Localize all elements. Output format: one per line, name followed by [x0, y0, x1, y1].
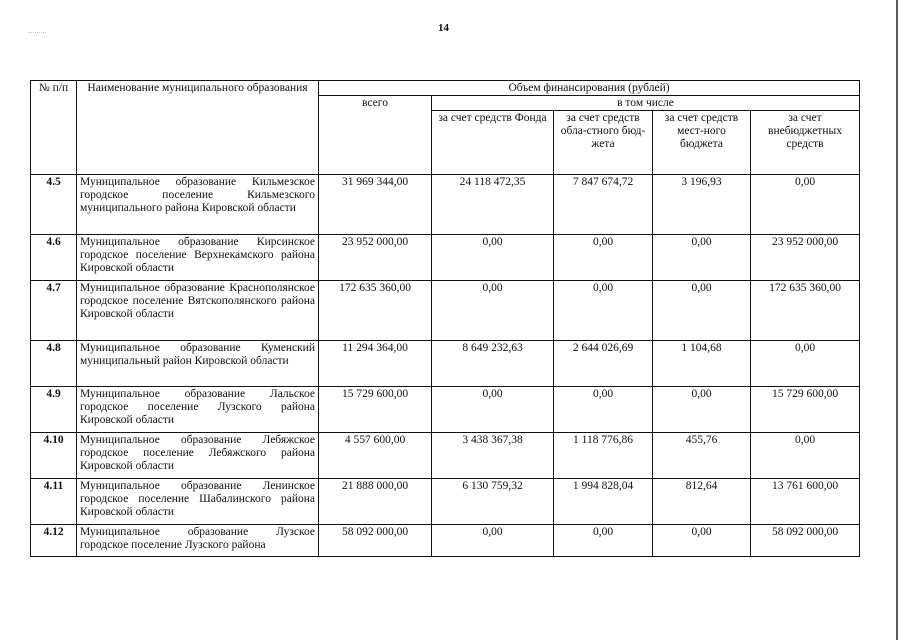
- row-num: 4.5: [31, 175, 77, 235]
- row-fund: 0,00: [432, 525, 554, 557]
- table-row: [31, 387, 860, 433]
- row-local: 455,76: [653, 433, 751, 479]
- header-num: № п/п: [31, 81, 77, 175]
- table-row: [31, 433, 860, 479]
- row-local: 1 104,68: [653, 341, 751, 387]
- row-regional: 0,00: [554, 525, 653, 557]
- row-regional: 1 994 828,04: [554, 479, 653, 525]
- row-fund: 6 130 759,32: [432, 479, 554, 525]
- row-num: 4.7: [31, 281, 77, 341]
- row-regional: 7 847 674,72: [554, 175, 653, 235]
- row-name: Муниципальное образование Лальское городское поселение Лузского района Кировской области: [77, 387, 319, 433]
- row-extra: 15 729 600,00: [751, 387, 860, 433]
- row-num: 4.11: [31, 479, 77, 525]
- row-name: Муниципальное образование Кильмезское городское поселение Кильмезского муниципального района Кировской области: [77, 175, 319, 235]
- row-fund: 0,00: [432, 387, 554, 433]
- row-num: 4.12: [31, 525, 77, 557]
- row-regional: 0,00: [554, 281, 653, 341]
- row-num: 4.6: [31, 235, 77, 281]
- row-extra: 13 761 600,00: [751, 479, 860, 525]
- header-name: Наименование муниципального образования: [77, 81, 319, 175]
- row-regional: 0,00: [554, 387, 653, 433]
- row-fund: 3 438 367,38: [432, 433, 554, 479]
- row-total: 172 635 360,00: [319, 281, 432, 341]
- row-total: 21 888 000,00: [319, 479, 432, 525]
- row-local: 3 196,93: [653, 175, 751, 235]
- scan-artifact: [28, 32, 46, 39]
- row-total: 11 294 364,00: [319, 341, 432, 387]
- row-extra: 0,00: [751, 341, 860, 387]
- row-local: 0,00: [653, 387, 751, 433]
- header-total: всего: [319, 96, 432, 175]
- table-row: [31, 175, 860, 235]
- row-extra: 172 635 360,00: [751, 281, 860, 341]
- row-total: 15 729 600,00: [319, 387, 432, 433]
- row-total: 58 092 000,00: [319, 525, 432, 557]
- row-total: 4 557 600,00: [319, 433, 432, 479]
- row-local: 0,00: [653, 281, 751, 341]
- header-fund: за счет средств Фонда: [432, 111, 554, 175]
- row-fund: 0,00: [432, 281, 554, 341]
- header-financing: Объем финансирования (рублей): [319, 81, 860, 96]
- header-including: в том числе: [432, 96, 860, 111]
- row-fund: 0,00: [432, 235, 554, 281]
- page-edge: [896, 0, 898, 640]
- table-row: [31, 525, 860, 557]
- row-extra: 0,00: [751, 175, 860, 235]
- header-regional: за счет средств обла-стного бюд-жета: [554, 111, 653, 175]
- row-total: 23 952 000,00: [319, 235, 432, 281]
- table-row: [31, 341, 860, 387]
- header-local: за счет средств мест-ного бюджета: [653, 111, 751, 175]
- row-local: 812,64: [653, 479, 751, 525]
- row-name: Муниципальное образование Кирсинское городское поселение Верхнекамского района Кировской области: [77, 235, 319, 281]
- row-num: 4.8: [31, 341, 77, 387]
- row-num: 4.10: [31, 433, 77, 479]
- row-regional: 0,00: [554, 235, 653, 281]
- financing-table: [30, 80, 860, 557]
- row-total: 31 969 344,00: [319, 175, 432, 235]
- row-num: 4.9: [31, 387, 77, 433]
- page-number: 14: [438, 22, 449, 34]
- row-name: Муниципальное образование Краснополянское городское поселение Вятскополянского района Кировской области: [77, 281, 319, 341]
- table-row: [31, 235, 860, 281]
- row-fund: 24 118 472,35: [432, 175, 554, 235]
- row-extra: 0,00: [751, 433, 860, 479]
- row-regional: 1 118 776,86: [554, 433, 653, 479]
- row-name: Муниципальное образование Ленинское городское поселение Шабалинского района Кировской области: [77, 479, 319, 525]
- row-local: 0,00: [653, 525, 751, 557]
- row-name: Муниципальное образование Куменский муниципальный район Кировской области: [77, 341, 319, 387]
- row-extra: 58 092 000,00: [751, 525, 860, 557]
- row-fund: 8 649 232,63: [432, 341, 554, 387]
- row-regional: 2 644 026,69: [554, 341, 653, 387]
- table-row: [31, 281, 860, 341]
- row-name: Муниципальное образование Лузское городское поселение Лузского района: [77, 525, 319, 557]
- header-extra: за счет внебюджетных средств: [751, 111, 860, 175]
- table-row: [31, 479, 860, 525]
- row-extra: 23 952 000,00: [751, 235, 860, 281]
- row-name: Муниципальное образование Лебяжское городское поселение Лебяжского района Кировской области: [77, 433, 319, 479]
- row-local: 0,00: [653, 235, 751, 281]
